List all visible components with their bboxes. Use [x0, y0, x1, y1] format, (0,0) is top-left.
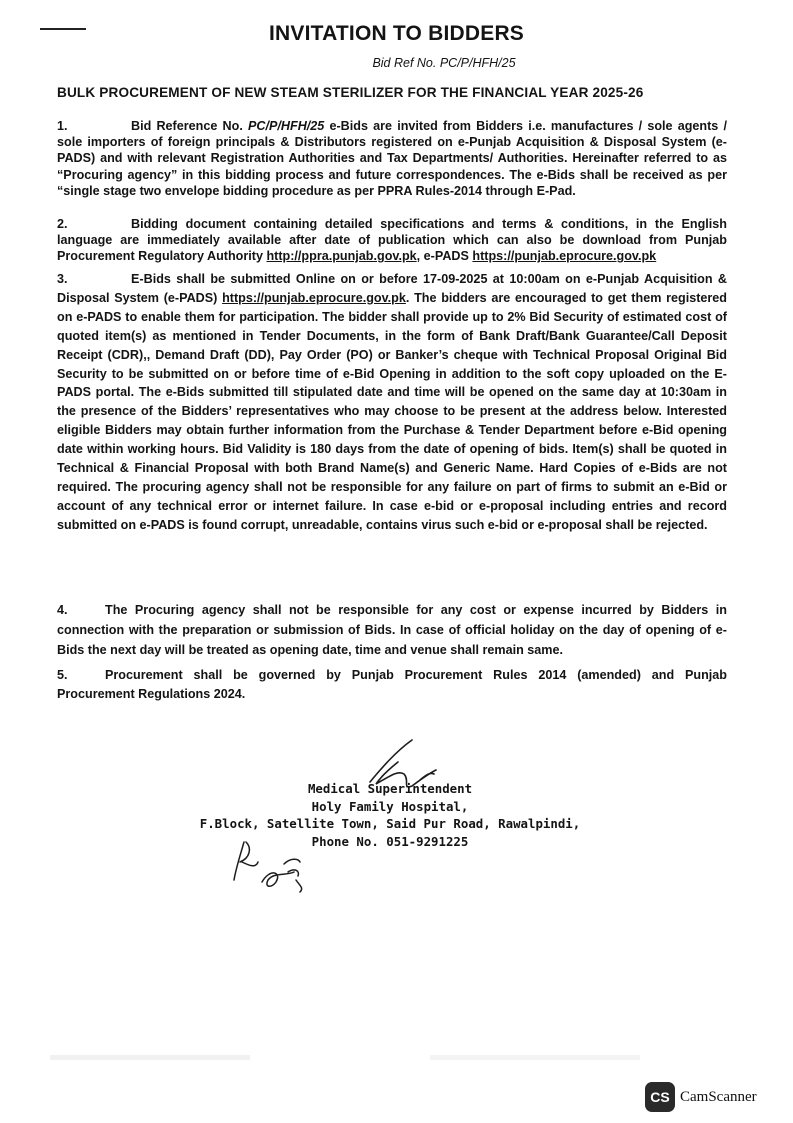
- phone-number: Phone No. 051-9291225: [311, 833, 469, 849]
- bid-reference: Bid Ref No. PC/P/HFH/25: [372, 56, 516, 70]
- document-subtitle: BULK PROCUREMENT OF NEW STEAM STERILIZER FOR THE FINANCIAL YEAR 2025-26: [57, 85, 644, 100]
- paragraph-number: 2.: [57, 217, 68, 231]
- epads-link[interactable]: https://punjab.eprocure.gov.pk: [222, 290, 406, 305]
- scan-artifact: [50, 1055, 250, 1060]
- paragraph-text: Procurement shall be governed by Punjab Procurement Rules 2014 (amended) and Punjab Procurement Regulations 2024.: [57, 668, 727, 701]
- bid-ref-inline: PC/P/HFH/25: [248, 119, 325, 133]
- page-title: INVITATION TO BIDDERS: [268, 22, 525, 45]
- paragraph-text: e-Bids are invited from Bidders i.e. manufactures / sole agents / sole importers of foreign principals & Distributors registered on e-Punjab Acquisition & Disposal System (e-PADS) and with relevant Registration Authorities and Tax Departments/ Authorities. Hereinafter referred to as “Procuring agency” in this bidding process and future correspondences. The e-Bids shall be received as per “single stage two envelope bidding procedure as per PPRA Rules-2014 through E-Pad.: [57, 119, 727, 198]
- paragraph-text: Bidding document containing detailed specifications and terms & conditions, in the English language are immediately available after date of publication which can also be download from Punjab Procurement Regulatory Authority: [57, 217, 727, 264]
- paragraph-text: Bid Reference No.: [131, 119, 249, 133]
- hospital-name: Holy Family Hospital,: [311, 798, 469, 814]
- epads-link[interactable]: https://punjab.eprocure.gov.pk: [472, 249, 657, 264]
- scan-artifact: [430, 1055, 640, 1060]
- paragraph-number: 1.: [57, 119, 68, 133]
- paragraph-number: 3.: [57, 272, 68, 286]
- paragraph-text: , e-PADS: [416, 249, 473, 264]
- paragraph-text: E-Bids shall be submitted Online on or before 17-09-2025 at 10:00am on e-Punjab Acquisition & Disposal System (e-PADS): [57, 272, 727, 305]
- camscanner-logo-icon: CS: [645, 1082, 675, 1112]
- signatory-designation: Medical Superintendent: [307, 781, 473, 796]
- ppra-link[interactable]: http://ppra.punjab.gov.pk: [266, 249, 417, 264]
- paragraph-number: 5.: [57, 668, 68, 682]
- camscanner-watermark: CamScanner: [680, 1089, 757, 1105]
- paragraph-text: . The bidders are encouraged to get them registered on e-PADS to enable them for participation. The bidder shall provide up to 2% Bid Security of estimated cost of quoted item(s) as mentioned in Tender Documents, in the form of Bank Draft/Bank Guarantee/Call Deposit Receipt (CDR),, Demand Draft (DD), Pay Order (PO) or Banker’s cheque with Technical Proposal Original Bid Security to be submitted on or before time of e-Bid Opening in addition to the soft copy uploaded on the E-PADS portal. The e-Bids submitted till stipulated date and time will be opened on the same day at 10:30am in the presence of the Bidders’ representatives who may choose to be present at the address below. Interested eligible Bidders may obtain further information from the Purchase & Tender Department before e-Bid opening date within working hours. Bid Validity is 180 days from the date of opening of bids. Item(s) shall be quoted in Technical & Financial Proposal with both Brand Name(s) and Generic Name. Hard Copies of e-Bids are not required. The procuring agency shall not be responsible for any failure on part of firms to submit an e-Bid or account of any technical error or internet failure. In case e-bid or e-proposal including entries and record submitted on e-PADS is found corrupt, unreadable, contains virus such e-bid or e-proposal shall be rejected.: [57, 290, 727, 532]
- paragraph-text: The Procuring agency shall not be responsible for any cost or expense incurred by Bidders in connection with the preparation or submission of Bids. In case of official holiday on the day of opening of e-Bids the next day will be treated as opening date, time and venue shall remain same.: [57, 603, 727, 657]
- hospital-address: F.Block, Satellite Town, Said Pur Road, Rawalpindi,: [199, 816, 581, 831]
- signature-block: [180, 780, 600, 850]
- paragraph-number: 4.: [57, 603, 68, 617]
